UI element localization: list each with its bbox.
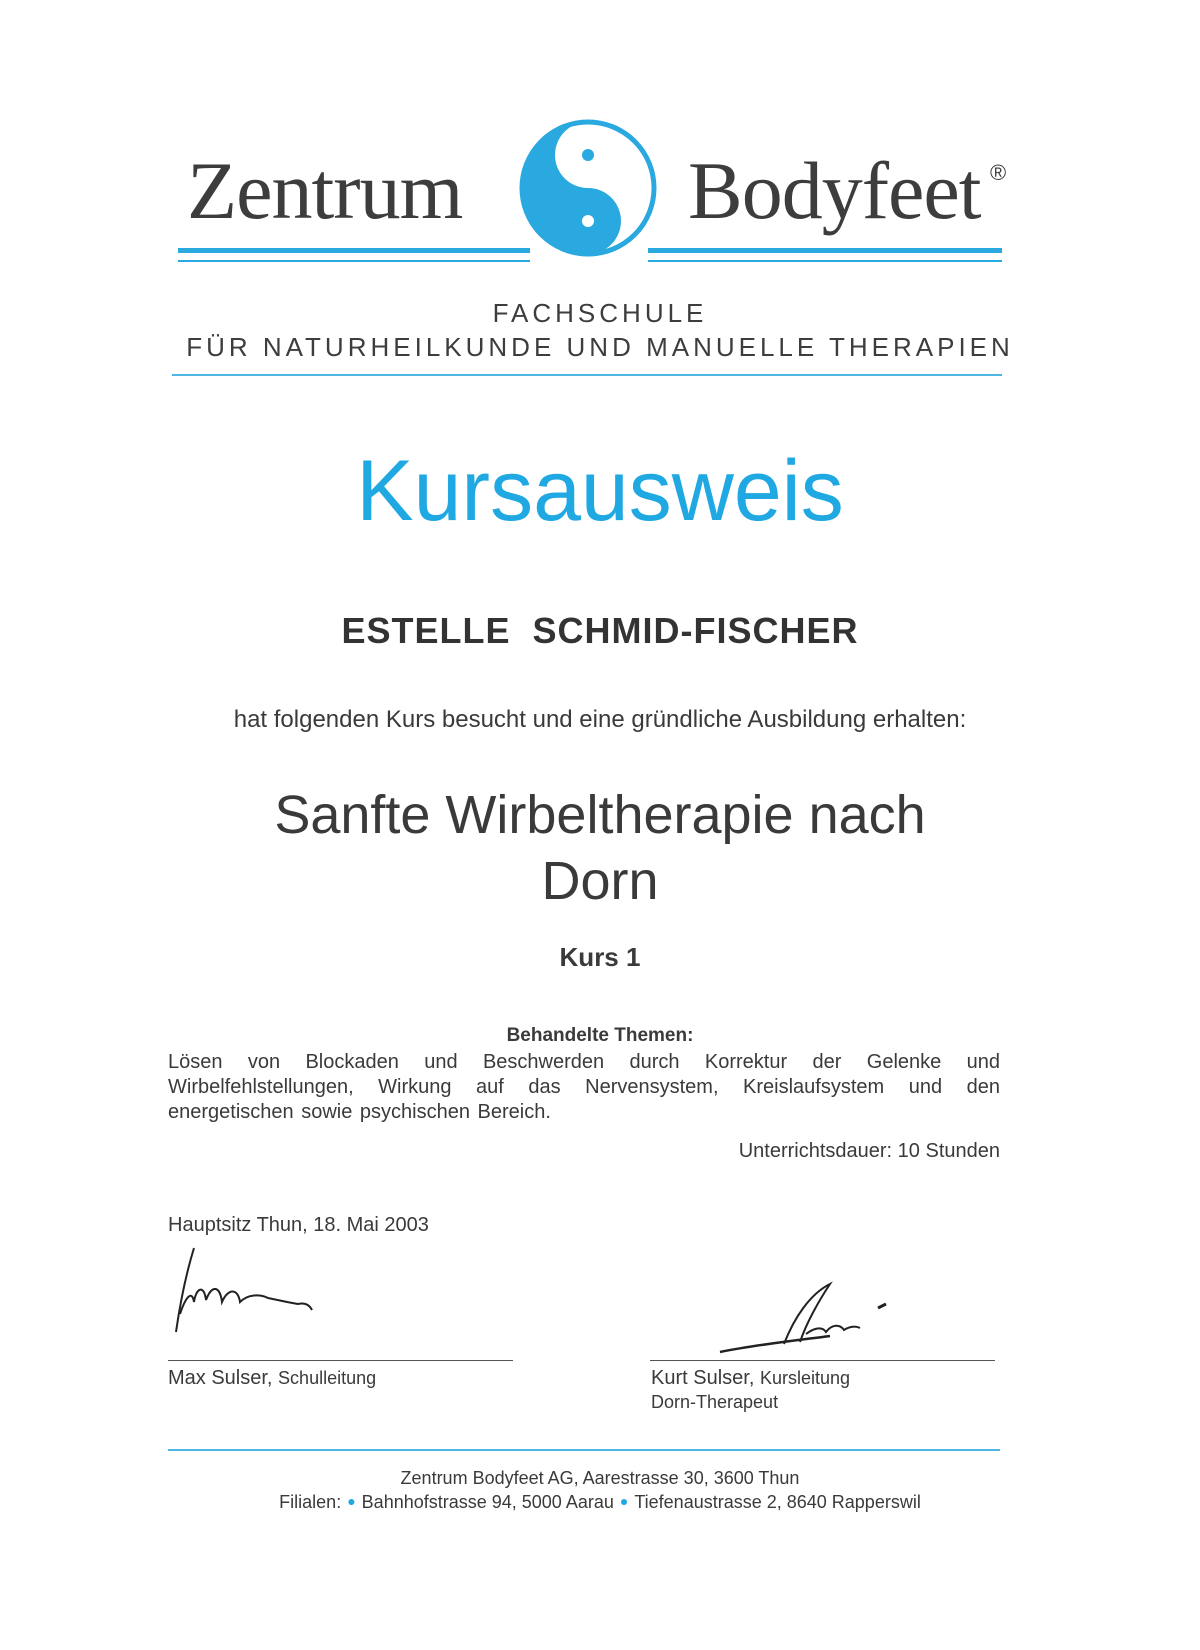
signature-left [168,1244,338,1336]
branch-aarau: Bahnhofstrasse 94, 5000 Aarau [361,1492,614,1512]
footer-branches [0,1492,1200,1513]
signer-right-role: Kursleitung [759,1368,850,1388]
course-duration: Unterrichtsdauer: 10 Stunden [738,1140,1000,1162]
branch-rapperswil: Tiefenaustrasse 2, 8640 Rapperswil [634,1492,921,1512]
signer-left-name: Max Sulser, [168,1367,279,1389]
school-type: FACHSCHULE [492,298,708,328]
signer-right-name: Kurt Sulser, [651,1367,760,1389]
bullet-icon: ● [619,1493,629,1509]
header-rule [172,374,1002,376]
school-subtitle: FÜR NATURHEILKUNDE UND MANUELLE THERAPIEN [186,332,1014,362]
course-level: Kurs 1 [559,942,641,972]
topics-heading: Behandelte Themen: [506,1025,694,1046]
signer-left-role: Schulleitung [278,1368,377,1388]
footer-address: Zentrum Bodyfeet AG, Aarestrasse 30, 3600 Thun [400,1468,800,1488]
yin-yang-icon [518,118,658,258]
intro-text: hat folgenden Kurs besucht und eine gründliche Ausbildung erhalten: [233,706,967,733]
signature-line-left [168,1360,513,1361]
registered-mark: ® [990,160,1007,185]
logo-underline-left [178,248,530,253]
logo-underline-left-thin [178,260,530,262]
logo-word-right: Bodyfeet [688,145,981,236]
recipient-name: ESTELLE SCHMID-FISCHER [341,610,859,651]
topics-text: Lösen von Blockaden und Beschwerden durch Korrektur der Gelenke und Wirbelfehlstellungen, Wirkung auf das Nervensystem, Kreislaufsystem und den energetischen sowie psychischen Bereich. [168,1051,1000,1123]
place-date: Hauptsitz Thun, 18. Mai 2003 [168,1214,429,1236]
signature-right [710,1278,910,1358]
logo-underline-right-thin [648,260,1002,262]
signer-right-subtitle: Dorn-Therapeut [651,1392,779,1412]
signer-right [651,1366,850,1414]
signer-left [168,1366,376,1390]
course-title-line1: Sanfte Wirbeltherapie nach [274,785,926,845]
certificate-title: Kursausweis [356,443,844,539]
logo-word-left: Zentrum [187,145,463,236]
branches-label: Filialen: [279,1492,342,1512]
course-title [100,782,1100,914]
bullet-icon: ● [347,1493,356,1509]
course-title-line2: Dorn [541,851,659,911]
logo-underline-right [648,248,1002,253]
signature-line-right [650,1360,995,1361]
footer-rule [168,1449,1000,1451]
